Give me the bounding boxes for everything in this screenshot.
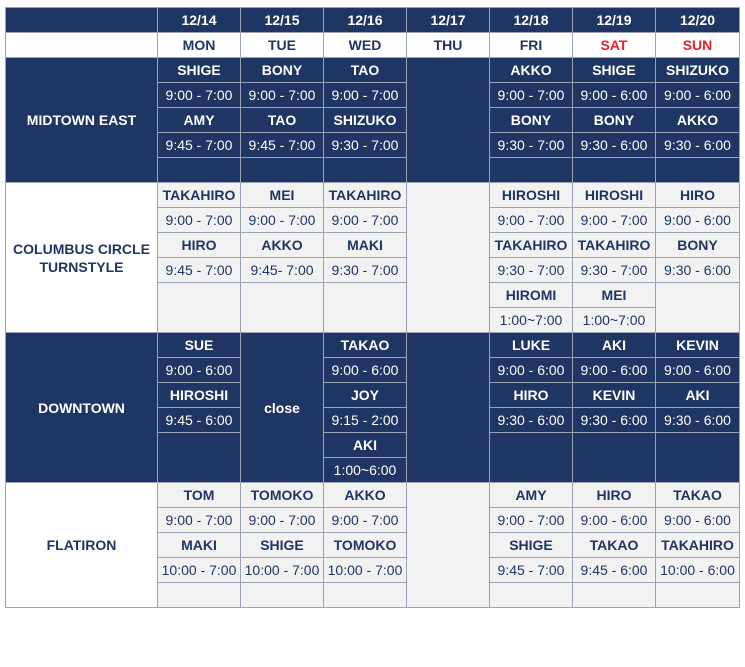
staff-name: AKI [324, 433, 407, 458]
date-header: 12/20 [656, 8, 740, 33]
shift-time: 9:30 - 7:00 [573, 258, 656, 283]
staff-name: HIROSHI [573, 183, 656, 208]
staff-name: TOM [158, 483, 241, 508]
empty-slot [490, 433, 573, 483]
staff-name: SHIGE [241, 533, 324, 558]
schedule-row [6, 183, 740, 208]
shift-time: 9:30 - 7:00 [324, 133, 407, 158]
shift-time: 9:30 - 6:00 [490, 408, 573, 433]
shift-time: 9:30 - 7:00 [324, 258, 407, 283]
shift-time: 1:00~7:00 [490, 308, 573, 333]
day-header-weekend: SAT [573, 33, 656, 58]
corner-cell [6, 8, 158, 33]
date-header: 12/18 [490, 8, 573, 33]
empty-slot [158, 283, 241, 333]
shift-time: 9:00 - 7:00 [573, 208, 656, 233]
staff-name: SHIZUKO [656, 58, 740, 83]
staff-name: AKI [573, 333, 656, 358]
staff-name: SHIZUKO [324, 108, 407, 133]
shift-time: 9:00 - 6:00 [656, 83, 740, 108]
shift-time: 9:45 - 7:00 [490, 558, 573, 583]
day-header: FRI [490, 33, 573, 58]
empty-day-cell [407, 333, 490, 483]
staff-name: LUKE [490, 333, 573, 358]
location-name: COLUMBUS CIRCLE TURNSTYLE [6, 183, 158, 333]
staff-name: HIRO [573, 483, 656, 508]
staff-name: HIROSHI [490, 183, 573, 208]
schedule-row [6, 483, 740, 508]
shift-time: 9:00 - 7:00 [241, 208, 324, 233]
empty-slot [241, 158, 324, 183]
shift-time: 9:45 - 7:00 [158, 258, 241, 283]
staff-name: AKKO [656, 108, 740, 133]
staff-name: AMY [490, 483, 573, 508]
schedule-row [6, 58, 740, 83]
shift-time: 9:30 - 7:00 [490, 258, 573, 283]
staff-name: TAKAHIRO [490, 233, 573, 258]
staff-name: MAKI [324, 233, 407, 258]
staff-name: HIRO [158, 233, 241, 258]
empty-slot [158, 433, 241, 483]
staff-name: SUE [158, 333, 241, 358]
date-header: 12/15 [241, 8, 324, 33]
staff-name: JOY [324, 383, 407, 408]
empty-slot [656, 433, 740, 483]
staff-name: TAKAHIRO [324, 183, 407, 208]
staff-name: MEI [573, 283, 656, 308]
day-header-weekend: SUN [656, 33, 740, 58]
shift-time: 9:00 - 6:00 [573, 508, 656, 533]
shift-time: 9:30 - 7:00 [490, 133, 573, 158]
shift-time: 9:00 - 7:00 [241, 508, 324, 533]
shift-time: 9:00 - 7:00 [490, 208, 573, 233]
staff-name: TAKAO [573, 533, 656, 558]
staff-name: TAKAHIRO [656, 533, 740, 558]
staff-name: HIROMI [490, 283, 573, 308]
shift-time: 9:00 - 7:00 [324, 208, 407, 233]
shift-time: 9:30 - 6:00 [573, 133, 656, 158]
staff-name: HIROSHI [158, 383, 241, 408]
date-header: 12/19 [573, 8, 656, 33]
empty-slot [324, 158, 407, 183]
staff-name: AMY [158, 108, 241, 133]
location-name: FLATIRON [6, 483, 158, 608]
staff-name: HIRO [656, 183, 740, 208]
shift-time: 9:15 - 2:00 [324, 408, 407, 433]
shift-time: 9:45- 7:00 [241, 258, 324, 283]
staff-name: TOMOKO [324, 533, 407, 558]
staff-name: TAKAHIRO [158, 183, 241, 208]
staff-name: SHIGE [573, 58, 656, 83]
empty-slot [324, 583, 407, 608]
staff-name: SHIGE [158, 58, 241, 83]
staff-name: TAO [324, 58, 407, 83]
closed-cell: close [241, 333, 324, 483]
day-header: WED [324, 33, 407, 58]
empty-slot [573, 158, 656, 183]
empty-slot [158, 158, 241, 183]
staff-name: AKKO [324, 483, 407, 508]
staff-name: BONY [656, 233, 740, 258]
date-header: 12/14 [158, 8, 241, 33]
shift-time: 10:00 - 6:00 [656, 558, 740, 583]
empty-slot [656, 583, 740, 608]
shift-time: 9:00 - 6:00 [573, 358, 656, 383]
staff-name: TAO [241, 108, 324, 133]
shift-time: 9:00 - 7:00 [324, 83, 407, 108]
shift-time: 9:00 - 6:00 [490, 358, 573, 383]
shift-time: 9:00 - 7:00 [490, 508, 573, 533]
empty-slot [490, 583, 573, 608]
shift-time: 9:45 - 7:00 [158, 133, 241, 158]
empty-slot [158, 583, 241, 608]
staff-name: KEVIN [573, 383, 656, 408]
shift-time: 9:00 - 6:00 [158, 358, 241, 383]
shift-time: 9:45 - 7:00 [241, 133, 324, 158]
shift-time: 9:00 - 7:00 [241, 83, 324, 108]
shift-time: 9:00 - 6:00 [656, 508, 740, 533]
location-name: DOWNTOWN [6, 333, 158, 483]
empty-slot [656, 283, 740, 333]
staff-name: BONY [573, 108, 656, 133]
empty-slot [324, 283, 407, 333]
shift-time: 9:45 - 6:00 [573, 558, 656, 583]
staff-name: BONY [241, 58, 324, 83]
shift-time: 9:00 - 6:00 [656, 208, 740, 233]
date-header: 12/17 [407, 8, 490, 33]
staff-name: AKKO [490, 58, 573, 83]
day-header: TUE [241, 33, 324, 58]
staff-name: TAKAO [324, 333, 407, 358]
shift-time: 9:45 - 6:00 [158, 408, 241, 433]
empty-slot [241, 583, 324, 608]
empty-day-cell [407, 58, 490, 183]
shift-time: 10:00 - 7:00 [324, 558, 407, 583]
shift-time: 9:30 - 6:00 [656, 408, 740, 433]
staff-name: SHIGE [490, 533, 573, 558]
staff-name: TAKAHIRO [573, 233, 656, 258]
staff-name: AKKO [241, 233, 324, 258]
staff-name: AKI [656, 383, 740, 408]
staff-name: TOMOKO [241, 483, 324, 508]
staff-name: BONY [490, 108, 573, 133]
shift-time: 9:00 - 7:00 [324, 508, 407, 533]
shift-time: 9:00 - 7:00 [158, 83, 241, 108]
shift-time: 9:30 - 6:00 [656, 133, 740, 158]
shift-time: 9:30 - 6:00 [573, 408, 656, 433]
empty-day-cell [407, 483, 490, 608]
empty-slot [573, 583, 656, 608]
empty-slot [656, 158, 740, 183]
day-header-row [6, 33, 740, 58]
shift-time: 9:00 - 6:00 [656, 358, 740, 383]
empty-slot [573, 433, 656, 483]
shift-time: 9:00 - 7:00 [158, 508, 241, 533]
shift-time: 9:00 - 6:00 [573, 83, 656, 108]
location-name: MIDTOWN EAST [6, 58, 158, 183]
schedule-row [6, 333, 740, 358]
shift-time: 9:00 - 7:00 [490, 83, 573, 108]
day-header: THU [407, 33, 490, 58]
empty-slot [490, 158, 573, 183]
staff-name: MAKI [158, 533, 241, 558]
shift-time: 9:30 - 6:00 [656, 258, 740, 283]
shift-time: 9:00 - 7:00 [158, 208, 241, 233]
shift-time: 10:00 - 7:00 [241, 558, 324, 583]
staff-name: MEI [241, 183, 324, 208]
staff-name: HIRO [490, 383, 573, 408]
shift-time: 9:00 - 6:00 [324, 358, 407, 383]
shift-time: 1:00~6:00 [324, 458, 407, 483]
corner-cell [6, 33, 158, 58]
staff-name: TAKAO [656, 483, 740, 508]
date-header-row [6, 8, 740, 33]
schedule-table [5, 7, 740, 608]
shift-time: 10:00 - 7:00 [158, 558, 241, 583]
day-header: MON [158, 33, 241, 58]
empty-day-cell [407, 183, 490, 333]
staff-name: KEVIN [656, 333, 740, 358]
shift-time: 1:00~7:00 [573, 308, 656, 333]
date-header: 12/16 [324, 8, 407, 33]
empty-slot [241, 283, 324, 333]
